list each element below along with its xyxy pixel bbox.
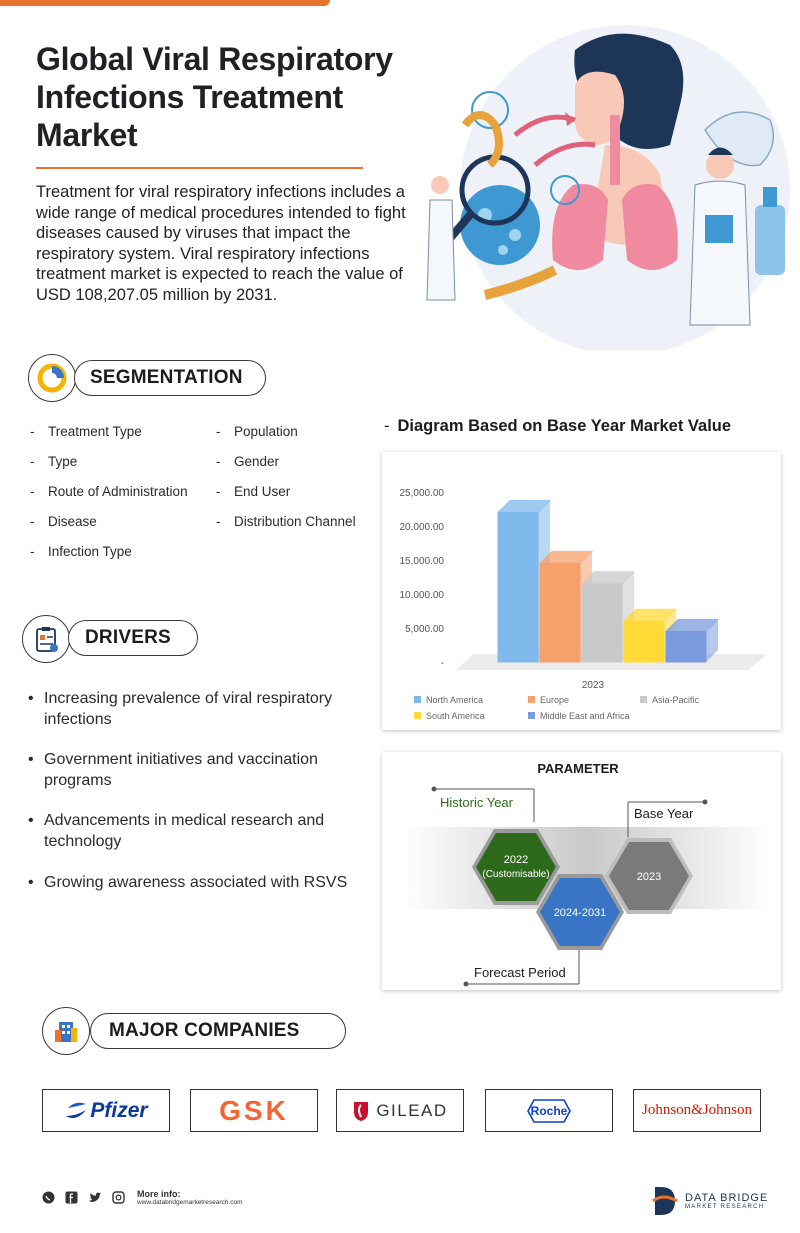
x-axis-label: 2023: [581, 680, 605, 691]
title-divider: [36, 167, 363, 169]
y-tick-label: 20,000.00: [399, 522, 444, 533]
segmentation-item: [30, 424, 188, 454]
legend-label: South America: [426, 711, 485, 721]
jnj-logo: [633, 1089, 761, 1132]
parameter-card: [382, 752, 781, 990]
driver-text: Growing awareness associated with RSVS: [44, 874, 348, 891]
segmentation-item-label: Infection Type: [48, 544, 132, 559]
list-dash: -: [216, 514, 221, 529]
pfizer-text: Pfizer: [90, 1098, 148, 1122]
historic-note: (Customisable): [482, 869, 550, 880]
databridge-logo: [651, 1185, 768, 1217]
jnj-text: Johnson&Johnson: [641, 1102, 753, 1118]
facebook-icon[interactable]: [65, 1191, 78, 1204]
title-line-2: Infections Treatment: [36, 79, 343, 115]
segmentation-item-label: Distribution Channel: [234, 514, 356, 529]
bar: [540, 563, 580, 662]
forecast-label: Forecast Period: [474, 965, 566, 980]
legend-label: Middle East and Africa: [540, 711, 630, 721]
list-dash: -: [30, 424, 35, 439]
y-tick-label: 10,000.00: [399, 590, 444, 601]
companies-title: MAJOR COMPANIES: [109, 1020, 300, 1041]
legend-swatch: [640, 696, 647, 703]
segmentation-item-label: Population: [234, 424, 298, 439]
drivers-header: [68, 620, 198, 656]
whatsapp-icon[interactable]: [42, 1191, 55, 1204]
title-line-3: Market: [36, 117, 138, 153]
segmentation-item-label: Gender: [234, 454, 280, 469]
top-accent-bar: [0, 0, 330, 6]
brand-name: DATA BRIDGE: [685, 1192, 769, 1204]
segmentation-item-label: Type: [48, 454, 78, 469]
segmentation-item: [30, 484, 188, 514]
bar: [582, 584, 622, 662]
segmentation-item-label: End User: [234, 484, 291, 499]
base-label: Base Year: [634, 806, 694, 821]
driver-item: • Growing awareness associated with RSVS: [28, 873, 348, 894]
base-value: 2023: [636, 871, 662, 883]
databridge-mark-icon: [651, 1185, 679, 1217]
page-title: [36, 40, 426, 154]
segmentation-title: SEGMENTATION: [90, 367, 243, 388]
list-dash: -: [216, 484, 221, 499]
bar: [498, 512, 538, 662]
y-tick-label: 5,000.00: [405, 624, 444, 635]
instagram-icon[interactable]: [112, 1191, 125, 1204]
list-dash: -: [30, 454, 35, 469]
legend-swatch: [528, 696, 535, 703]
segmentation-item: [216, 484, 356, 514]
parameter-diagram: [382, 752, 781, 990]
drivers-title: DRIVERS: [85, 627, 171, 648]
y-tick-label: -: [440, 658, 444, 669]
heading-dash: -: [384, 417, 390, 435]
segmentation-item: [30, 514, 188, 544]
roche-text: Roche: [530, 1103, 568, 1118]
segmentation-item: [30, 544, 188, 574]
drivers-badge: [22, 615, 70, 663]
pfizer-logo: [42, 1089, 170, 1132]
driver-text: Advancements in medical research and technology: [44, 812, 325, 850]
y-tick-label: 25,000.00: [399, 488, 444, 499]
y-tick-label: 15,000.00: [399, 556, 444, 567]
list-dash: -: [216, 454, 221, 469]
list-dash: -: [216, 424, 221, 439]
parameter-title: PARAMETER: [537, 761, 619, 776]
segmentation-badge: [28, 354, 76, 402]
legend-label: North America: [426, 695, 484, 705]
legend-label: Europe: [540, 695, 570, 705]
pie-chart-icon: [37, 363, 67, 393]
driver-item: • Increasing prevalence of viral respiratory infections: [28, 689, 348, 730]
bar: [624, 621, 664, 662]
roche-logo: [485, 1089, 613, 1132]
bar-chart: [382, 452, 781, 730]
respiratory-illustration: [425, 15, 795, 350]
segmentation-item: [216, 514, 356, 544]
gilead-text: GILEAD: [376, 1100, 448, 1120]
list-dash: -: [30, 544, 35, 559]
twitter-icon[interactable]: [88, 1191, 102, 1204]
website-link[interactable]: www.databridgemarketresearch.com: [137, 1199, 243, 1206]
segmentation-item: [30, 454, 188, 484]
gsk-text: GSK: [219, 1094, 289, 1126]
legend-swatch: [414, 696, 421, 703]
historic-label: Historic Year: [440, 795, 513, 810]
social-icons: [42, 1191, 125, 1204]
bar-chart-card: [382, 452, 781, 730]
more-info-block: [137, 1189, 243, 1206]
more-info-label: More info:: [137, 1189, 181, 1199]
segmentation-item-label: Disease: [48, 514, 97, 529]
building-icon: [51, 1016, 81, 1046]
gilead-shield-icon: [352, 1100, 370, 1122]
segmentation-header: [74, 360, 266, 396]
segmentation-item: [216, 424, 356, 454]
driver-text: Increasing prevalence of viral respiratory infections: [44, 690, 333, 728]
title-line-1: Global Viral Respiratory: [36, 41, 393, 77]
list-dash: -: [30, 484, 35, 499]
segmentation-right-list: [216, 424, 356, 544]
bar: [666, 631, 706, 662]
clipboard-icon: [31, 624, 61, 654]
segmentation-left-list: [30, 424, 188, 574]
legend-label: Asia-Pacific: [652, 695, 700, 705]
companies-badge: [42, 1007, 90, 1055]
pfizer-pill-icon: [64, 1100, 88, 1122]
segmentation-item-label: Route of Administration: [48, 484, 188, 499]
driver-text: Government initiatives and vaccination programs: [44, 751, 318, 789]
segmentation-item-label: Treatment Type: [48, 424, 142, 439]
segmentation-item: [216, 454, 356, 484]
chart-heading: [384, 417, 731, 436]
list-dash: -: [30, 514, 35, 529]
companies-header: [90, 1013, 346, 1049]
legend-swatch: [528, 712, 535, 719]
forecast-value: 2024-2031: [553, 907, 607, 919]
historic-value: 2022: [503, 854, 529, 866]
intro-paragraph: Treatment for viral respiratory infections includes a wide range of medical procedures intended to fight diseases caused by viruses that impact the respiratory system. Viral respiratory infections treatment market is expected to reach the value of USD 108,207.05 million by 2031.: [36, 183, 406, 304]
brand-tagline: MARKET RESEARCH: [685, 1204, 765, 1210]
legend-swatch: [414, 712, 421, 719]
driver-item: • Advancements in medical research and technology: [28, 811, 348, 852]
gilead-logo: [336, 1089, 464, 1132]
heading-text: Diagram Based on Base Year Market Value: [397, 417, 732, 435]
gsk-logo: [190, 1089, 318, 1132]
driver-item: • Government initiatives and vaccination programs: [28, 750, 348, 791]
